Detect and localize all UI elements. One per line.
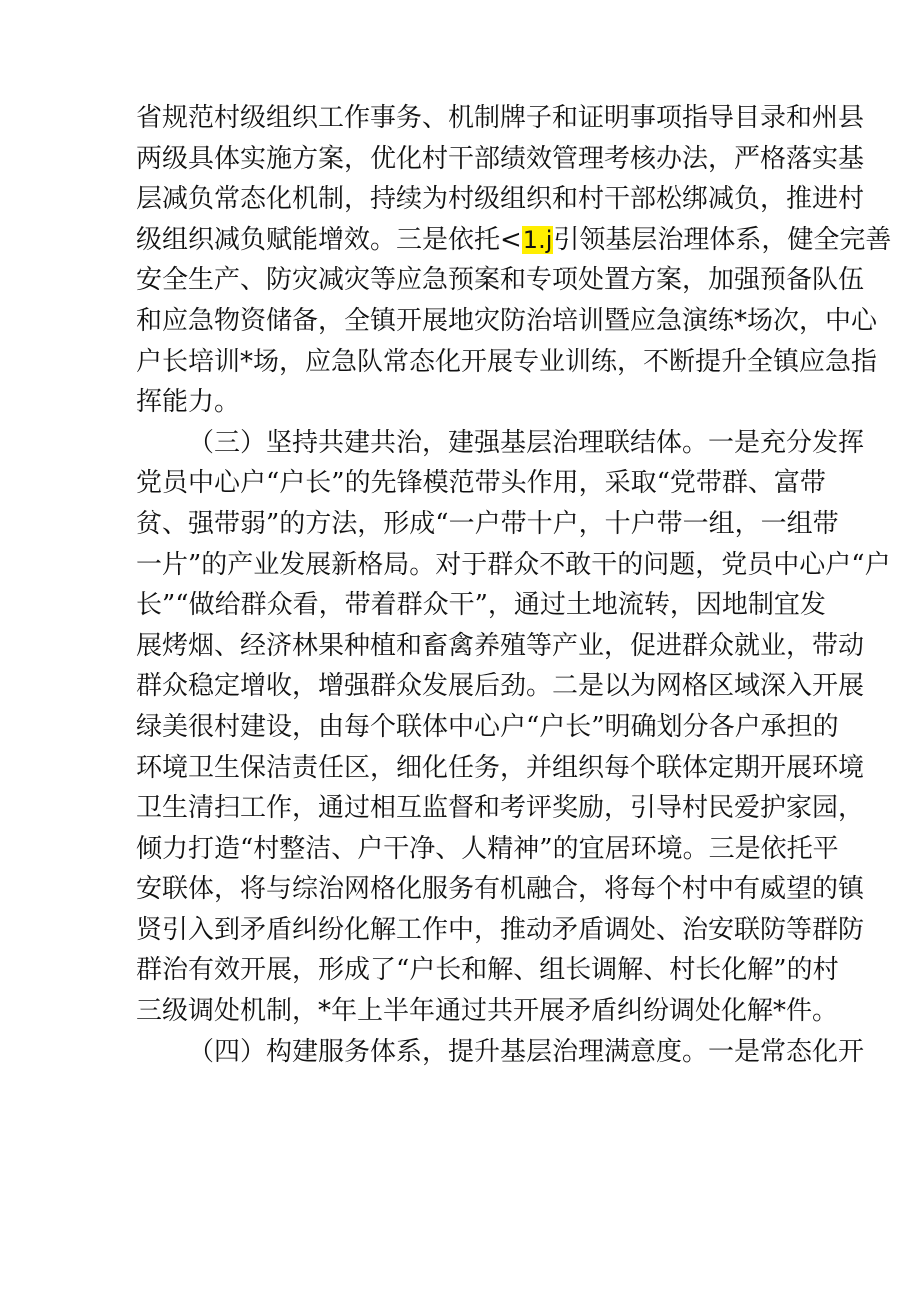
text-line: 绿美很村建设，由每个联体中心户“户长”明确划分各户承担的 [136,711,839,742]
text-line: 两级具体实施方案，优化村干部绩效管理考核办法，严格落实基 [136,143,865,174]
section-heading-line: （四）构建服务体系，提升基层治理满意度。一是常态化开 [188,1036,865,1067]
paragraph-3 [136,1032,865,1073]
text-line: 安联体，将与综治网格化服务有机融合，将每个村中有威望的镇 [136,874,865,905]
text-line: 卫生清扫工作，通过相互监督和考评奖励，引导村民爱护家园， [136,793,865,824]
text-line: 环境卫生保洁责任区，细化任务，并组织每个联体定期开展环境 [136,752,865,783]
text-line: 挥能力。 [136,387,241,418]
text-line: 和应急物资储备，全镇开展地灾防治培训暨应急演练*场次，中心 [136,305,878,336]
text-segment: 引领基层治理体系，健全完善 [553,224,892,255]
text-line: 一片”的产业发展新格局。对于群众不敢干的问题，党员中心户“户 [136,549,891,580]
paragraph-2 [136,423,891,1032]
text-line: 层减负常态化机制，持续为村级组织和村干部松绑减负，推进村 [136,184,865,215]
text-line: 长”“做给群众看，带着群众干”，通过土地流转，因地制宜发 [136,590,826,621]
section-heading-line: （三）坚持共建共治，建强基层治理联结体。一是充分发挥 [188,427,865,458]
text-line-with-highlight [136,220,892,261]
text-line: 省规范村级组织工作事务、机制牌子和证明事项指导目录和州县 [136,103,865,133]
document-body [136,98,892,1072]
text-line: 展烤烟、经济林果种植和畜禽养殖等产业，促进群众就业，带动 [136,630,865,661]
text-line: 群治有效开展，形成了“户长和解、组长调解、村长化解”的村 [136,955,839,986]
text-line: 贫、强带弱”的方法，形成“一户带十户，十户带一组，一组带 [136,508,839,539]
highlighted-text: 1.j [522,225,553,254]
text-line: 安全生产、防灾减灾等应急预案和专项处置方案，加强预备队伍 [136,265,865,296]
text-line: 群众稳定增收，增强群众发展后劲。二是以为网格区域深入开展 [136,671,865,702]
text-line: 三级调处机制，*年上半年通过共开展矛盾纠纷调处化解*件。 [136,996,839,1027]
text-line: 户长培训*场，应急队常态化开展专业训练，不断提升全镇应急指 [136,346,878,377]
text-segment: 级组织减负赋能增效。三是依托< [136,224,522,255]
text-line: 贤引入到矛盾纠纷化解工作中，推动矛盾调处、治安联防等群防 [136,914,865,945]
text-line: 倾力打造“村整洁、户干净、人精神”的宜居环境。三是依托平 [136,833,839,864]
text-line: 党员中心户“户长”的先锋模范带头作用，采取“党带群、富带 [136,468,826,499]
paragraph-1 [136,98,892,423]
